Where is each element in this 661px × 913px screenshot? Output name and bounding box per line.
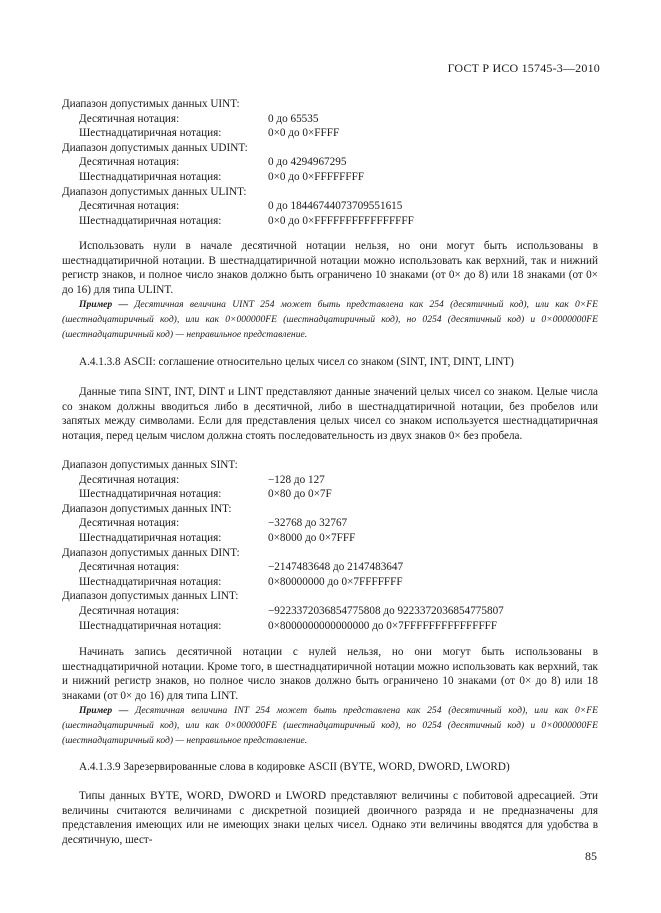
- note-lead: Пример —: [79, 299, 129, 310]
- note-text: Десятичная величина UINT 254 может быть представлена как 254 (десятичный код), или как 0×FE (шестнадцатиричный код), или как 0×000000FE (шестнадцатиричный код), но 0254 (десятичный код) и 0×0000000FE (шестнадцатиричный код) — неправильное представление.: [62, 299, 598, 340]
- range-value: 0×8000 до 0×7FFF: [268, 531, 356, 544]
- notation-label: Шестнадцатиричная нотация:: [79, 214, 222, 227]
- notation-label: Десятичная нотация:: [79, 517, 180, 530]
- notation-label: Десятичная нотация:: [79, 156, 180, 169]
- page-number: 85: [585, 849, 597, 863]
- notation-label: Десятичная нотация:: [79, 112, 180, 125]
- document-code: ГОСТ Р ИСО 15745-3—2010: [447, 61, 600, 75]
- section-heading-signed-integers: [62, 355, 598, 369]
- range-row: [62, 560, 598, 575]
- range-value: 0 до 4294967295: [268, 156, 347, 169]
- uint-ranges-list: [62, 97, 598, 228]
- section-title: А.4.1.3.8 ASCII: соглашение относительно целых чисел со знаком (SINT, INT, DINT, LINT): [79, 356, 514, 368]
- range-value: 0×8000000000000000 до 0×7FFFFFFFFFFFFFFF: [268, 619, 498, 632]
- range-heading-text: Диапазон допустимых данных UINT:: [62, 98, 240, 110]
- range-heading-text: Диапазон допустимых данных UDINT:: [62, 141, 248, 154]
- range-row: [62, 516, 598, 531]
- range-heading-text: Диапазон допустимых данных SINT:: [62, 459, 238, 471]
- range-row: [62, 126, 598, 141]
- notation-label: Десятичная нотация:: [79, 561, 180, 574]
- range-value: 0×0 до 0×FFFFFFFFFFFFFFFF: [268, 214, 414, 227]
- note-lead: Пример —: [79, 705, 129, 716]
- range-row: [62, 473, 598, 488]
- notation-label: Шестнадцатиричная нотация:: [79, 488, 222, 501]
- notation-label: Шестнадцатиричная нотация:: [79, 619, 222, 632]
- range-heading: [62, 589, 598, 604]
- notation-label: Десятичная нотация:: [79, 200, 180, 213]
- reserved-words-paragraph: [62, 789, 598, 847]
- range-heading: [62, 502, 598, 517]
- range-row: [62, 619, 598, 634]
- range-value: −32768 до 32767: [268, 517, 348, 530]
- leading-zeros-paragraph-lint: [62, 645, 598, 703]
- range-value: 0 до 18446744073709551615: [268, 200, 403, 213]
- example-note-int: [62, 703, 598, 748]
- range-row: [62, 199, 598, 214]
- range-row: [62, 604, 598, 619]
- range-row: [62, 575, 598, 590]
- notation-label: Шестнадцатиричная нотация:: [79, 575, 222, 588]
- range-heading: [62, 458, 598, 473]
- range-heading-text: Диапазон допустимых данных LINT:: [62, 590, 239, 603]
- range-heading-text: Диапазон допустимых данных INT:: [62, 502, 232, 515]
- range-heading: [62, 185, 598, 200]
- leading-zeros-paragraph: [62, 239, 598, 297]
- range-row: [62, 112, 598, 127]
- section-heading-reserved-words: [62, 760, 598, 774]
- range-value: 0 до 65535: [268, 112, 319, 125]
- range-value: −2147483648 до 2147483647: [268, 561, 404, 574]
- range-value: −9223372036854775808 до 9223372036854775807: [268, 604, 504, 617]
- range-value: −128 до 127: [268, 473, 325, 486]
- example-note-uint: [62, 297, 598, 342]
- range-row: [62, 170, 598, 185]
- notation-label: Шестнадцатиричная нотация:: [79, 531, 222, 544]
- range-value: 0×80 до 0×7F: [268, 488, 332, 501]
- signed-integers-paragraph: [62, 385, 598, 443]
- paragraph-text: Типы данных BYTE, WORD, DWORD и LWORD представляют величины с побитовой адресацией. Эти величины считаются величинами с дискретной позицией двоичного разряда и не предназначены для представления имеющих или не имеющих знаки целых чисел. Однако эти величины вводятся для удобства в десятичную, шест-: [62, 790, 598, 846]
- range-row: [62, 531, 598, 546]
- range-row: [62, 214, 598, 229]
- notation-label: Шестнадцатиричная нотация:: [79, 127, 222, 140]
- notation-label: Десятичная нотация:: [79, 473, 180, 486]
- range-row: [62, 487, 598, 502]
- range-heading-text: Диапазон допустимых данных ULINT:: [62, 185, 247, 198]
- range-value: 0×80000000 до 0×7FFFFFFF: [268, 575, 403, 588]
- note-text: Десятичная величина INT 254 может быть представлена как 254 (десятичный код), или как 0×FE (шестнадцатиричный код), или как 0×000000FE (шестнадцатиричный код), но 0254 (десятичный код) и 0×0000000FE (шестнадцатиричный код) — неправильное представление.: [62, 705, 598, 746]
- range-row: [62, 155, 598, 170]
- range-heading: [62, 546, 598, 561]
- section-title: А.4.1.3.9 Зарезервированные слова в кодировке ASCII (BYTE, WORD, DWORD, LWORD): [79, 761, 510, 773]
- notation-label: Десятичная нотация:: [79, 604, 180, 617]
- range-heading: [62, 141, 598, 156]
- range-heading: [62, 97, 598, 112]
- range-heading-text: Диапазон допустимых данных DINT:: [62, 546, 240, 559]
- range-value: 0×0 до 0×FFFF: [268, 127, 340, 140]
- paragraph-text: Использовать нули в начале десятичной нотации нельзя, но они могут быть использованы в шестнадцатиричной нотации. В шестнадцатиричной нотации можно использовать как верхний, так и нижний регистр знаков, и полное число знаков должно быть ограничено 10 знаками (от 0× до 8) или 18 знаками (от 0× до 16) для типа ULINT.: [62, 240, 598, 296]
- notation-label: Шестнадцатиричная нотация:: [79, 170, 222, 183]
- range-value: 0×0 до 0×FFFFFFFF: [268, 170, 365, 183]
- paragraph-text: Данные типа SINT, INT, DINT и LINT представляют данные значений целых чисел со знаком. Целые числа со знаком должны вводиться либо в десятичной, либо в шестнадцатиричной нотации, без пробелов или запятых между символами. Если для представления целых чисел со знаком используется шестнадцатиричная нотация, перед целым числом должна стоять последовательность из двух знаков 0× без пробела.: [62, 386, 598, 442]
- signed-ranges-list: [62, 458, 598, 633]
- paragraph-text: Начинать запись десятичной нотации с нулей нельзя, но они могут быть использованы в шестнадцатиричной нотации. Кроме того, в шестнадцатиричной нотации можно использовать как верхний, так и нижний регистр знаков, но полное число знаков должно быть ограничено 10 знаками (от 0× до 8) или 18 знаками (от 0× до 16) для типа LINT.: [62, 646, 598, 702]
